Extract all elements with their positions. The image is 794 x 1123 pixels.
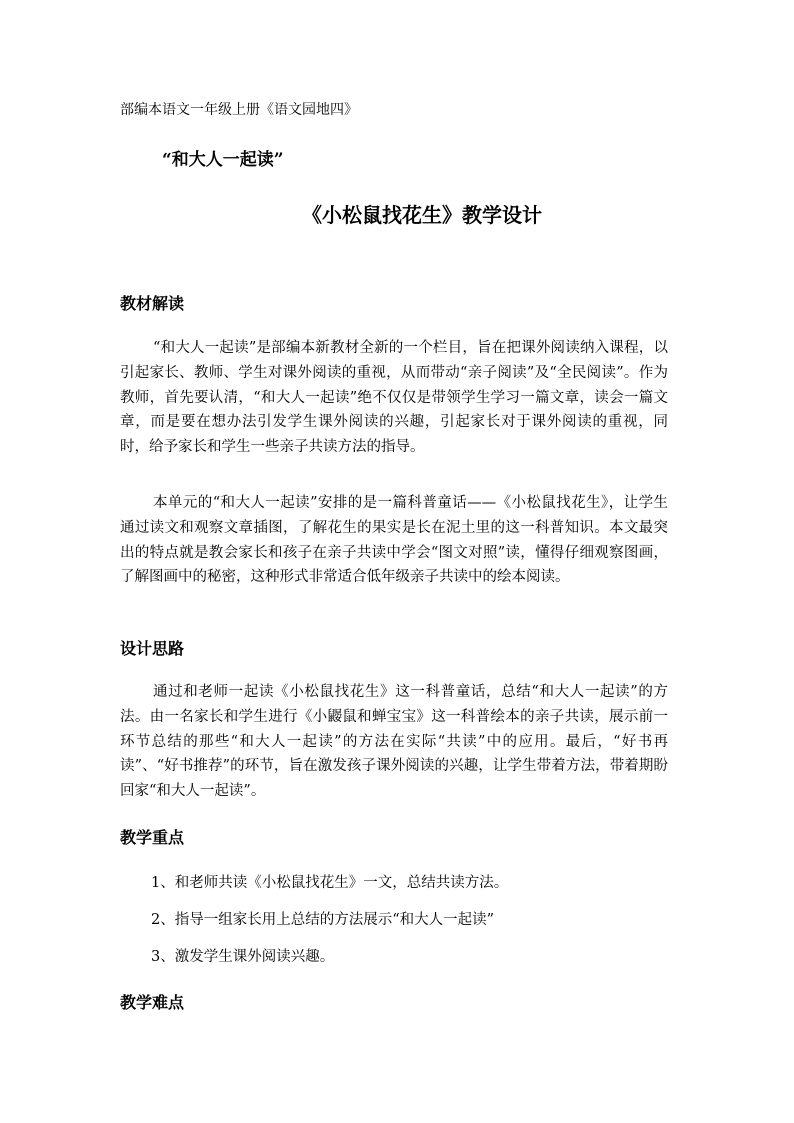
paragraph-textbook-analysis-1: “和大人一起读”是部编本新教材全新的一个栏目，旨在把课外阅读纳入课程，以引起家长、教师、学生对课外阅读的重视，从而带动“亲子阅读”及“全民阅读”。作为教师，首先要认清，“和大人一起读”绝不仅仅是带领学生学习一篇文章，读会一篇文章，而是要在想办法引发学生课外阅读的兴趣，引起家长对于课外阅读的重视，同时，给予家长和学生一些亲子共读方法的指导。 [120, 340, 668, 456]
section-heading-design-ideas: 设计思路 [120, 639, 185, 658]
key-point-item-3: 3、激发学生课外阅读兴趣。 [151, 949, 335, 965]
main-title: 《小松鼠找花生》教学设计 [302, 203, 542, 227]
section-heading-difficulties: 教学难点 [120, 993, 185, 1012]
title-quote: “和大人一起读” [162, 150, 284, 170]
header-line: 部编本语文一年级上册《语文园地四》 [120, 102, 358, 118]
paragraph-design-ideas: 通过和老师一起读《小松鼠找花生》这一科普童话，总结“和大人一起读”的方法。由一名家长和学生进行《小鼹鼠和蝉宝宝》这一科普绘本的亲子共读，展示前一环节总结的那些“和大人一起读”的方法在实际“共读”中的应用。最后，“好书再读”、“好书推荐”的环节，旨在激发孩子课外阅读的兴趣，让学生带着方法，带着期盼回家“和大人一起读”。 [120, 684, 668, 800]
key-point-item-2: 2、指导一组家长用上总结的方法展示“和大人一起读” [151, 912, 495, 928]
key-point-item-1: 1、和老师共读《小松鼠找花生》一文，总结共读方法。 [151, 875, 509, 891]
paragraph-textbook-analysis-2: 本单元的“和大人一起读”安排的是一篇科普童话——《小松鼠找花生》，让学生通过读文和观察文章插图，了解花生的果实是长在泥土里的这一科普知识。本文最突出的特点就是教会家长和孩子在亲子共读中学会“图文对照”读，懂得仔细观察图画，了解图画中的秘密，这种形式非常适合低年级亲子共读中的绘本阅读。 [120, 495, 668, 586]
section-heading-key-points: 教学重点 [120, 828, 185, 847]
section-heading-textbook-analysis: 教材解读 [120, 294, 185, 313]
